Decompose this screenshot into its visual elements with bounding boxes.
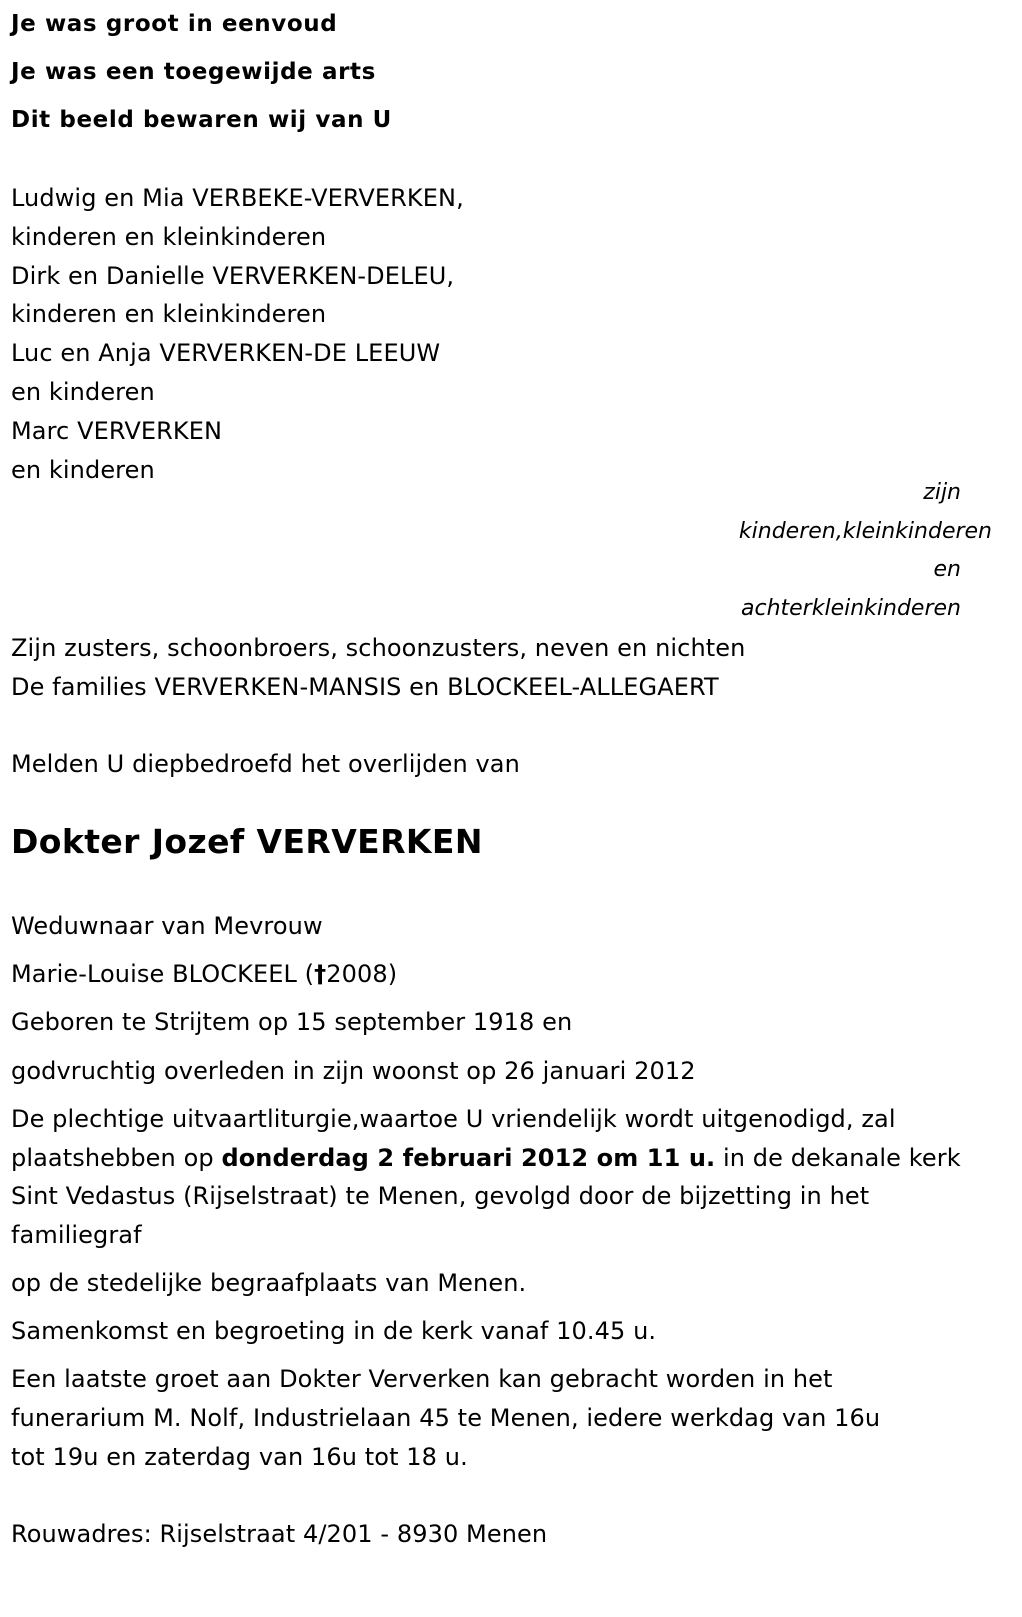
motto-line-2: Je was een toegewijde arts: [11, 59, 376, 85]
spouse-line: [11, 959, 397, 989]
motto-line-3: Dit beeld bewaren wij van U: [11, 107, 392, 133]
italic-line-zijn: zijn: [923, 480, 961, 505]
farewell-line-2: funerarium M. Nolf, Industrielaan 45 te Menen, iedere werkdag van 16u: [11, 1404, 881, 1432]
funeral-line-5: op de stedelijke begraafplaats van Menen.: [11, 1269, 527, 1297]
birth-line: Geboren te Strijtem op 15 september 1918 en: [11, 1008, 573, 1036]
family-line-4: kinderen en kleinkinderen: [11, 300, 327, 328]
spouse-name: Marie-Louise BLOCKEEL (: [11, 960, 315, 988]
funeral-line-1: De plechtige uitvaartliturgie,waartoe U vriendelijk wordt uitgenodigd, zal: [11, 1105, 896, 1133]
funeral-line-2-pre: plaatshebben op: [11, 1144, 222, 1172]
italic-line-great-grandchildren: achterkleinkinderen: [741, 596, 961, 621]
extended-family-line-1: Zijn zusters, schoonbroers, schoonzusters, neven en nichten: [11, 634, 746, 662]
funeral-line-4: familiegraf: [11, 1221, 142, 1249]
family-line-3: Dirk en Danielle VERVERKEN-DELEU,: [11, 262, 455, 290]
extended-family-line-2: De families VERVERKEN-MANSIS en BLOCKEEL-ALLEGAERT: [11, 673, 719, 701]
deceased-name: Dokter Jozef VERVERKEN: [11, 822, 483, 861]
family-line-7: Marc VERVERKEN: [11, 417, 223, 445]
gathering-line: Samenkomst en begroeting in de kerk vanaf 10.45 u.: [11, 1317, 657, 1345]
italic-line-en: en: [933, 557, 961, 582]
widower-of: Weduwnaar van Mevrouw: [11, 912, 323, 940]
funeral-line-2: [11, 1143, 961, 1173]
death-line: godvruchtig overleden in zijn woonst op 26 januari 2012: [11, 1057, 696, 1085]
family-line-8: en kinderen: [11, 456, 155, 484]
farewell-line-3: tot 19u en zaterdag van 16u tot 18 u.: [11, 1443, 468, 1471]
funeral-line-2-post: in de dekanale kerk: [715, 1144, 961, 1172]
funeral-date-time: donderdag 2 februari 2012 om 11 u.: [221, 1144, 716, 1172]
family-line-2: kinderen en kleinkinderen: [11, 223, 327, 251]
family-line-5: Luc en Anja VERVERKEN-DE LEEUW: [11, 339, 441, 367]
italic-line-children: kinderen,kleinkinderen: [738, 519, 992, 544]
motto-line-1: Je was groot in eenvoud: [11, 11, 338, 37]
mourning-address: Rouwadres: Rijselstraat 4/201 - 8930 Menen: [11, 1520, 548, 1548]
cross-icon: †: [314, 960, 327, 988]
spouse-death-year: 2008): [326, 960, 398, 988]
farewell-line-1: Een laatste groet aan Dokter Ververken kan gebracht worden in het: [11, 1365, 833, 1393]
family-line-6: en kinderen: [11, 378, 155, 406]
announcement-intro: Melden U diepbedroefd het overlijden van: [11, 750, 520, 778]
family-line-1: Ludwig en Mia VERBEKE-VERVERKEN,: [11, 184, 464, 212]
funeral-line-3: Sint Vedastus (Rijselstraat) te Menen, gevolgd door de bijzetting in het: [11, 1182, 870, 1210]
